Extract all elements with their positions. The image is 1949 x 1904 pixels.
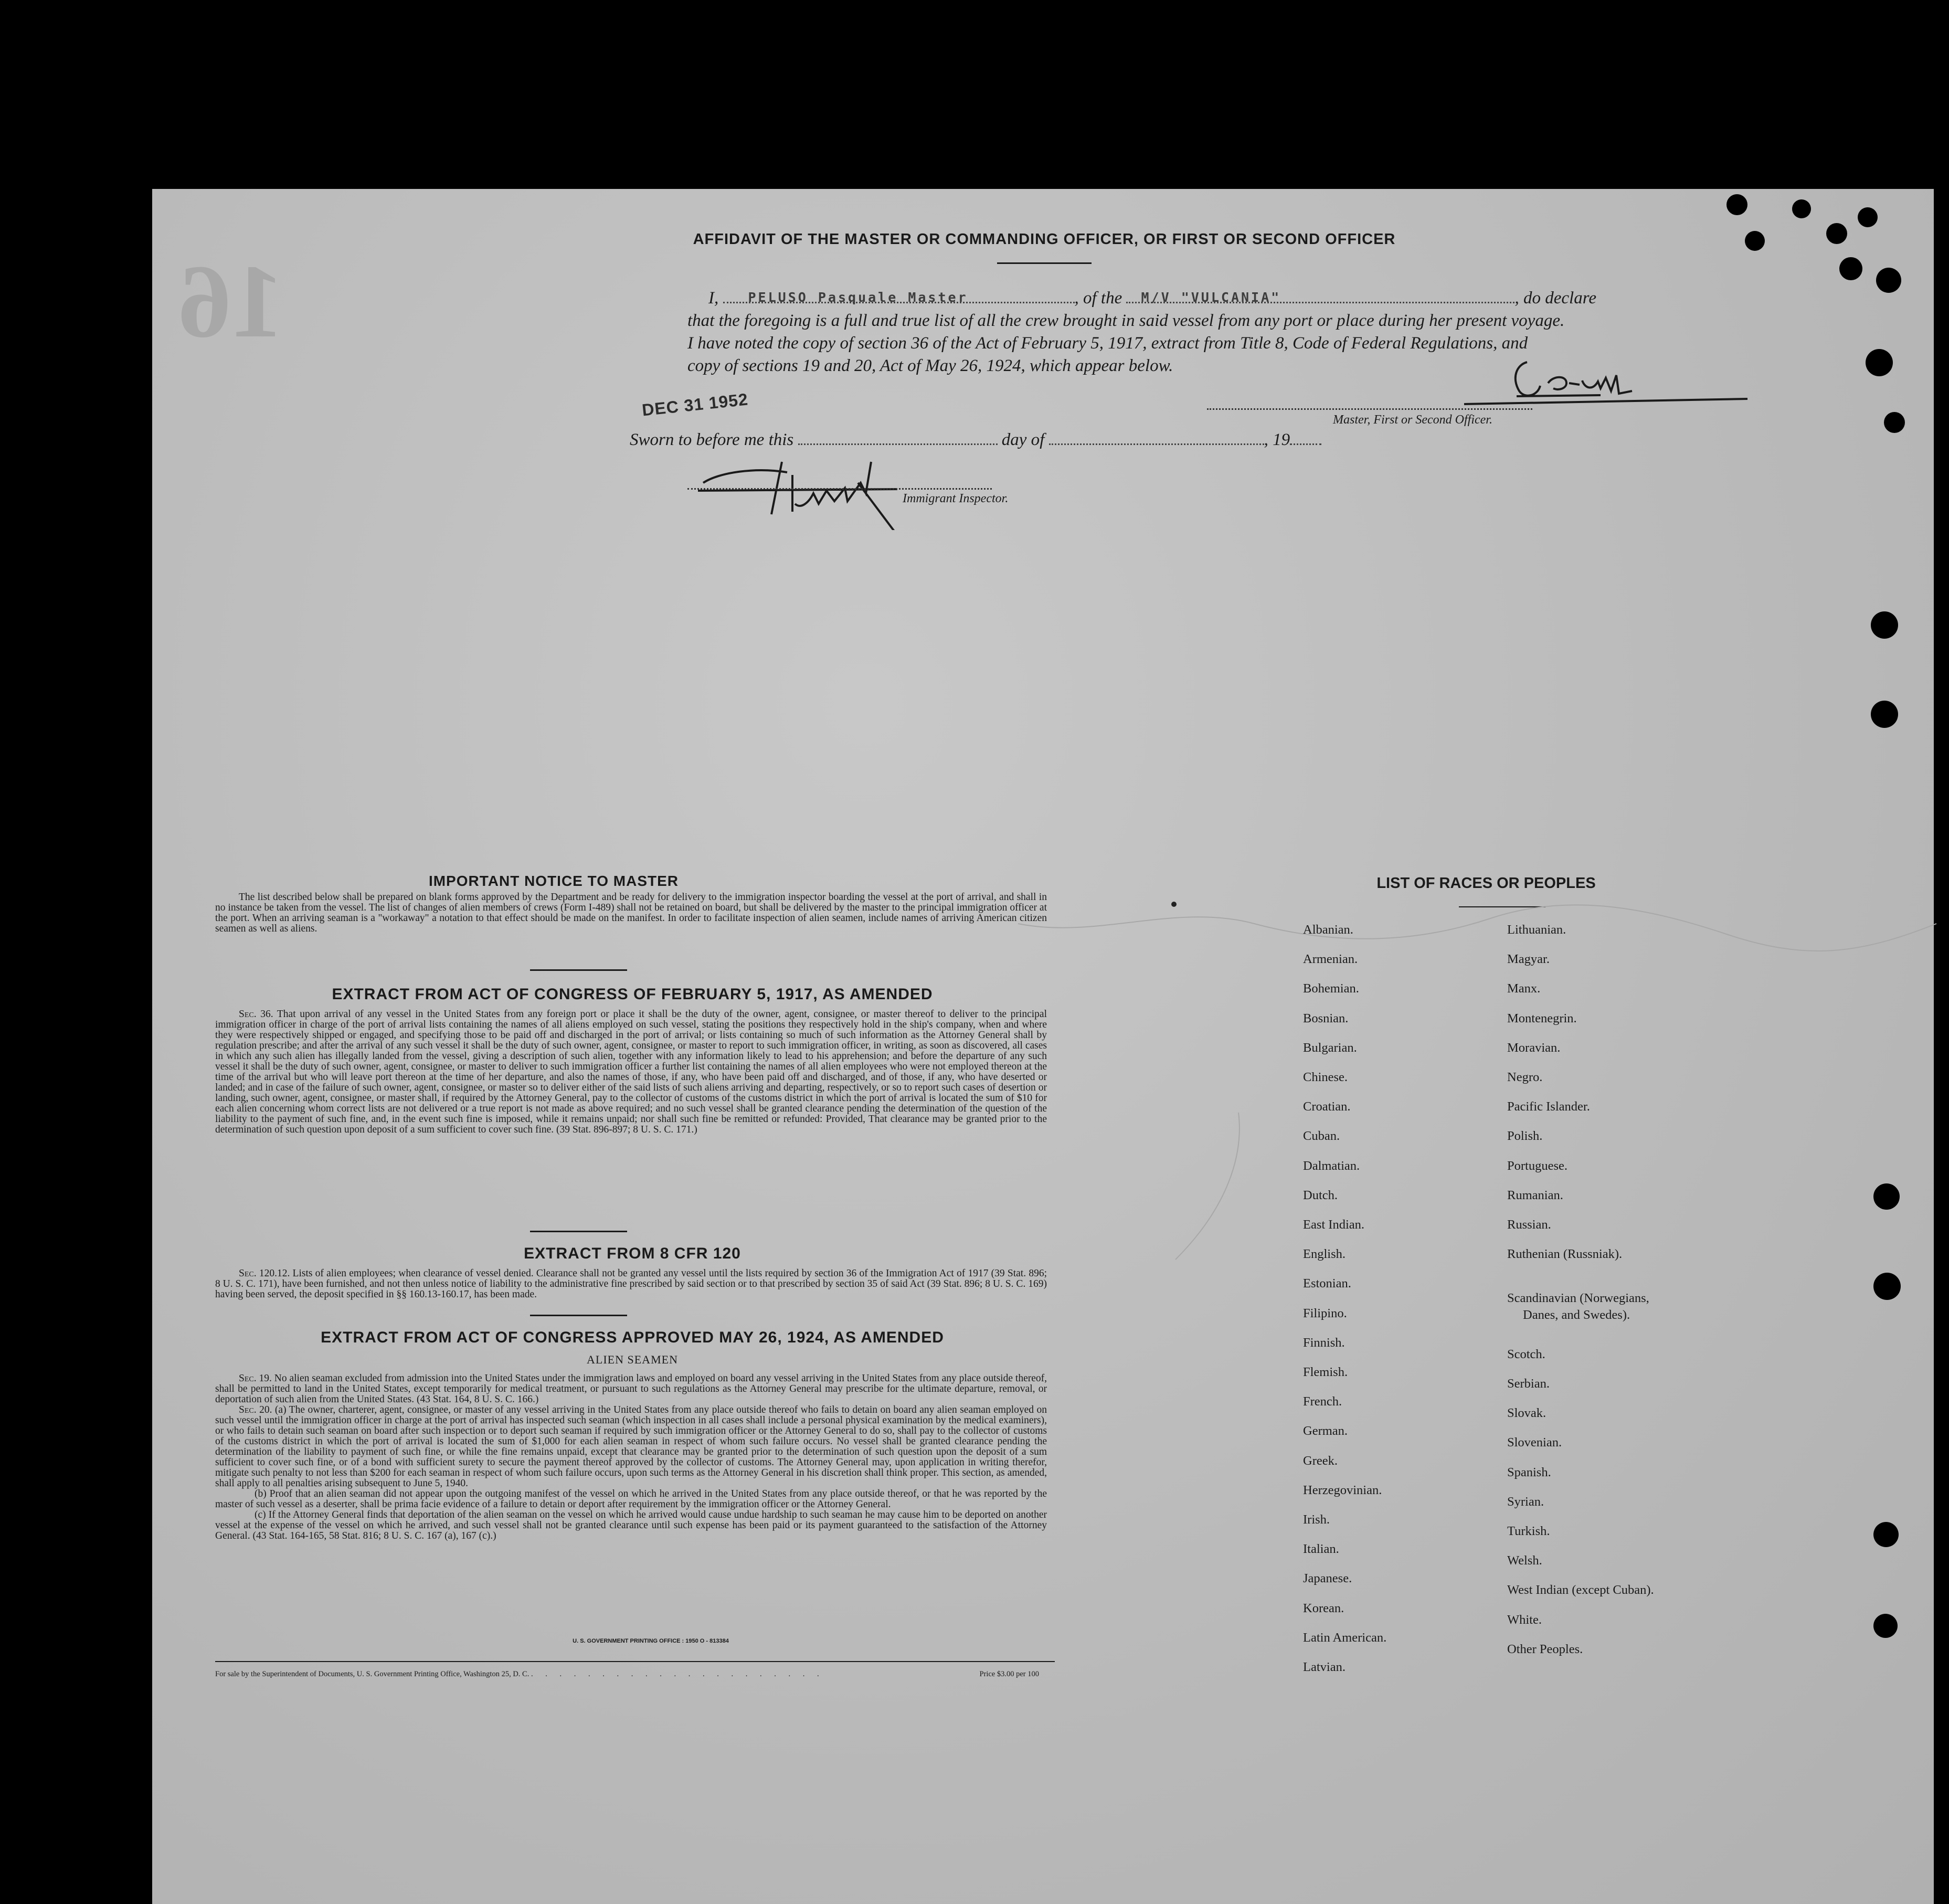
sec-36-label: Sec. 36. [239, 1009, 273, 1020]
of-the-label: , of the [1074, 289, 1122, 308]
race-item: Dalmatian. [1303, 1158, 1360, 1173]
race-item: Rumanian. [1507, 1188, 1563, 1202]
title-rule [997, 262, 1092, 264]
race-item: Bohemian. [1303, 981, 1359, 996]
race-item: Montenegrin. [1507, 1011, 1577, 1025]
race-item: English. [1303, 1247, 1346, 1262]
race-item: Croatian. [1303, 1099, 1351, 1114]
declare-suffix: , do declare [1514, 289, 1596, 308]
master-signature [1359, 354, 1758, 412]
master-name-typed: PELUSO Pasquale Master [748, 290, 968, 305]
race-item: Cuban. [1303, 1129, 1340, 1144]
sec-120-text: Lists of alien employees; when clearance of vessel denied. Clearance shall not be granted any vessel until the lists required by section 36 of the Immigration Act of 1917 (39 Stat. 896; 8 U. S. C. 171), have been furnished, and not then unless notice of liability to the administrative fine prescribed by said section or to that prescribed by section 35 of said Act (39 Stat. 896; 8 U. S. C. 169) having been served, the deposit specified in §§ 160.13-160.17, has been made. [215, 1268, 1047, 1300]
race-item: Ruthenian (Russniak). [1507, 1247, 1623, 1262]
punch-hole [1873, 1614, 1898, 1638]
form-page [152, 189, 1934, 1904]
sec-19-text: No alien seaman excluded from admission into the United States under the immigration laws and employed on board any vessel arriving in the United States from any place outside thereof, shall be permitted to land in the United States, except temporarily for medical treatment, or pursuant to such regulations as the Attorney General may prescribe for the ultimate departure, removal, or deportation of such alien from the United States. (43 Stat. 164, 8 U. S. C. 166.) [215, 1373, 1047, 1405]
race-item: Welsh. [1507, 1553, 1542, 1568]
race-item: Lithuanian. [1507, 923, 1566, 937]
punch-hole [1726, 194, 1747, 215]
race-item: Latin American. [1303, 1630, 1387, 1645]
race-item: Bulgarian. [1303, 1040, 1357, 1055]
sec-120-label: Sec. 120.12. [239, 1268, 290, 1279]
race-item: Flemish. [1303, 1365, 1348, 1379]
race-item: Bosnian. [1303, 1011, 1349, 1025]
master-name-field [723, 286, 1075, 303]
race-item: Korean. [1303, 1601, 1344, 1615]
race-item: Dutch. [1303, 1188, 1338, 1202]
sec-20b-para: (b) Proof that an alien seaman did not appear upon the outgoing manifest of the vessel on which he arrived in the United States from any place outside thereof, or that he was reported by the master of such vessel as a deserter, shall be prima facie evidence of a failure to detain or deport after requirement by the immigration officer or the Attorney General. [215, 1488, 1047, 1510]
sec-36-text: That upon arrival of any vessel in the United States from any foreign port or place it shall be the duty of the owner, agent, consignee, or master thereof to deliver to the principal immigration officer in charge of the port of arrival lists containing the names of all aliens employed on such vessel, stating the positions they respectively hold in the ship's company, when and where they were respectively shipped or engaged, and specifying those to be paid off and discharged in the port of arrival; or lists containing so much of such information as the Attorney General shall by regulation prescribe; and after the arrival of any such vessel it shall be the duty of such owner, agent, consignee, or master to report to such immigration officer, in writing, as soon as discovered, all cases in which any such alien has illegally landed from the vessel, giving a description of such alien, together with any information likely to lead to his apprehension; and before the departure of any such vessel it shall be the duty of such owner, agent, consignee, or master to deliver to such immigration officer a further list containing the names of all alien employees who were not employed thereon at the time of the arrival but who will leave port thereon at the time of her departure, and also the names of those, if any, who have been paid off and discharged, and of those, if any, who have deserted or landed; and in case of the failure of such owner, agent, consignee, or master so to deliver either of the said lists of such aliens arriving and departing, respectively, or so to report such cases of desertion or landing, such owner, agent, consignee, or master shall, if required by the Attorney General, pay to the collector of customs of the customs district in which the port of arrival is located the sum of $10 for each alien concerning whom correct lists are not delivered or a true report is not made as above required; and no such vessel shall be granted clearance pending the determination of the question of the liability to the payment of such fine, and, in the event such fine is imposed, while it remains unpaid; nor shall such fine be remitted or refunded: Provided, That clearance may be granted prior to the determination of such question upon deposit of a sum sufficient to cover such fine. (39 Stat. 896-897; 8 U. S. C. 171.) [215, 1009, 1047, 1135]
footer-dots: . . . . . . . . . . . . . . . . . . . . . [531, 1670, 824, 1678]
extract-cfr-title: EXTRACT FROM 8 CFR 120 [524, 1245, 741, 1262]
race-item: French. [1303, 1394, 1342, 1409]
master-signature-line [1207, 408, 1532, 410]
race-item: German. [1303, 1424, 1348, 1438]
notice-body: The list described below shall be prepared on blank forms approved by the Department and be ready for delivery to the immigration inspector boarding the vessel at the port of arrival, and shall in no instance be taken from the vessel. The list of changes of alien members of crews (Form I-489) shall not be retained on board, but shall be delivered by the master to the principal immigration officer at the port. When an arriving seaman is a "workaway" a notation to that effect should be made on the manifest. In order to facilitate inspection of alien seamen, include names of arriving American citizen seamen as well as aliens. [215, 892, 1047, 934]
sec-19-para [215, 1373, 1047, 1405]
extract-1924-body [215, 1373, 1047, 1541]
sec-20a-para [215, 1405, 1047, 1489]
inspector-signature [687, 451, 939, 530]
race-item: Portuguese. [1507, 1158, 1567, 1173]
sworn-month-field [1049, 428, 1264, 445]
punch-hole [1873, 1522, 1899, 1547]
punch-hole [1876, 268, 1901, 293]
races-title: LIST OF RACES OR PEOPLES [1376, 875, 1596, 892]
race-item: Slovak. [1507, 1406, 1547, 1421]
race-item: Herzegovinian. [1303, 1483, 1382, 1497]
race-item: Moravian. [1507, 1040, 1561, 1055]
vessel-name-typed: M/V "VULCANIA" [1141, 290, 1281, 305]
inspector-signature-line [687, 488, 992, 490]
race-item: Slovenian. [1507, 1435, 1562, 1450]
vessel-name-field [1126, 286, 1514, 303]
punch-hole [1826, 223, 1847, 244]
race-item: Danes, and Swedes). [1523, 1308, 1630, 1323]
notice-title: IMPORTANT NOTICE TO MASTER [428, 873, 679, 889]
punch-hole [1884, 412, 1905, 433]
extract-1917-title: EXTRACT FROM ACT OF CONGRESS OF FEBRUARY 5, 1917, AS AMENDED [332, 986, 933, 1003]
divider [530, 1231, 627, 1232]
alien-seamen-subtitle: ALIEN SEAMEN [587, 1353, 678, 1366]
sworn-year-prefix: , 19 [1264, 430, 1290, 449]
extract-cfr-body [215, 1268, 1047, 1300]
sec-20a-text: (a) The owner, charterer, agent, consignee, or master of any vessel arriving in the United States from any place outside thereof who fails to detain on board any alien seaman employed on such vessel until the immigration officer in charge at the port of arrival has inspected such seaman (which inspection in all cases shall include a personal physical examination by the medical examiners), or who fails to detain such seaman on board after such inspection or to deport such seaman if required by such immigration officer or the Attorney General to do so, shall pay to the collector of customs of the customs district in which the port of arrival is located the sum of $1,000 for each alien seaman in respect of whom such failure occurs. No vessel shall be granted clearance pending the determination of the liability to payment of such fine, or while the fine remains unpaid, except that clearance may be granted prior to the determination of such question upon the deposit of a sum sufficient to cover such fine, or of a bond with sufficient surety to secure the payment thereof approved by the collector of customs. The Attorney General may, upon application in writing therefor, mitigate such penalty to not less than $200 for each seaman in respect of whom such failure occurs, upon such terms as the Attorney General in his discretion shall think proper. This section, as amended, shall apply to all penalties arising subsequent to June 5, 1940. [215, 1404, 1047, 1489]
race-item: Scandinavian (Norwegians, [1507, 1291, 1649, 1306]
race-item: Negro. [1507, 1070, 1543, 1084]
printing-office-line: U. S. GOVERNMENT PRINTING OFFICE : 1950 O - 813384 [573, 1638, 729, 1644]
race-item: Greek. [1303, 1453, 1338, 1468]
sworn-day-of: day of [1001, 430, 1045, 449]
punch-hole [1839, 257, 1862, 280]
affidavit-line-2: that the foregoing is a full and true list of all the crew brought in said vessel from any port or place during her present voyage. [687, 311, 1565, 330]
sec-20c-para: (c) If the Attorney General finds that deportation of the alien seaman on the vessel on which he arrived would cause undue hardship to such seaman he may cause him to be deported on another vessel at the expense of the vessel on which he arrived, and such vessel shall not be granted clearance until such expense has been paid or its payment guaranteed to the satisfaction of the Attorney General. (43 Stat. 164-165, 58 Stat. 816; 8 U. S. C. 167 (a), 167 (c).) [215, 1509, 1047, 1541]
race-item: Pacific Islander. [1507, 1099, 1590, 1114]
bleed-through-marks [992, 892, 1949, 1312]
date-stamp: DEC 31 1952 [641, 389, 749, 420]
affidavit-line-4: copy of sections 19 and 20, Act of May 26, 1924, which appear below. [687, 356, 1173, 375]
extract-1917-body [215, 1009, 1047, 1135]
sworn-day-field [798, 428, 998, 445]
race-item: Filipino. [1303, 1306, 1347, 1320]
footer-right: Price $3.00 per 100 [979, 1670, 1039, 1678]
race-item: Magyar. [1507, 952, 1550, 967]
punch-hole [1745, 231, 1765, 251]
punch-hole [1866, 349, 1893, 376]
race-item: Latvian. [1303, 1660, 1346, 1674]
race-item: Scotch. [1507, 1347, 1545, 1361]
sworn-prefix: Sworn to before me this [630, 430, 794, 449]
sec-19-label: Sec. 19. [239, 1373, 272, 1384]
punch-hole [1792, 199, 1811, 218]
footer-rule [215, 1661, 1055, 1662]
footer [215, 1670, 1039, 1679]
sec-20-label: Sec. 20. [239, 1404, 272, 1415]
punch-hole [1858, 207, 1878, 227]
divider [530, 969, 627, 971]
race-item: Serbian. [1507, 1377, 1550, 1391]
page-number-mark: 16 [178, 244, 283, 359]
sworn-year-field [1290, 428, 1321, 445]
divider [530, 1315, 627, 1316]
race-item: Spanish. [1507, 1465, 1551, 1479]
extract-1924-title: EXTRACT FROM ACT OF CONGRESS APPROVED MAY 26, 1924, AS AMENDED [321, 1329, 944, 1346]
race-item: Japanese. [1303, 1571, 1352, 1586]
declarant-prefix: I, [708, 289, 719, 308]
affidavit-line-3: I have noted the copy of section 36 of the Act of February 5, 1917, extract from Title 8, Code of Federal Regulations, and [687, 334, 1528, 353]
punch-hole [1871, 701, 1898, 728]
punch-hole [1871, 611, 1898, 639]
race-item: Chinese. [1303, 1070, 1348, 1084]
race-item: Armenian. [1303, 952, 1358, 967]
race-item: Polish. [1507, 1129, 1543, 1144]
race-item: Turkish. [1507, 1524, 1550, 1538]
race-item: Albanian. [1303, 923, 1353, 937]
race-item: Italian. [1303, 1542, 1339, 1557]
race-item: East Indian. [1303, 1218, 1365, 1232]
race-item: West Indian (except Cuban). [1507, 1583, 1654, 1598]
race-item: Other Peoples. [1507, 1642, 1583, 1656]
sworn-line [630, 428, 1321, 450]
race-item: Finnish. [1303, 1335, 1345, 1350]
master-signature-caption: Master, First or Second Officer. [1333, 413, 1492, 427]
race-item: Estonian. [1303, 1276, 1351, 1291]
footer-left: For sale by the Superintendent of Documents, U. S. Government Printing Office, Washington 25, D. C. [215, 1670, 529, 1678]
affidavit-line-1 [708, 286, 1695, 310]
inspector-caption: Immigrant Inspector. [903, 492, 1009, 505]
race-item: Russian. [1507, 1218, 1551, 1232]
race-item: Syrian. [1507, 1494, 1544, 1509]
race-item: Irish. [1303, 1512, 1330, 1527]
race-item: White. [1507, 1612, 1542, 1627]
race-item: Manx. [1507, 981, 1541, 996]
affidavit-title: AFFIDAVIT OF THE MASTER OR COMMANDING OFFICER, OR FIRST OR SECOND OFFICER [693, 231, 1396, 248]
